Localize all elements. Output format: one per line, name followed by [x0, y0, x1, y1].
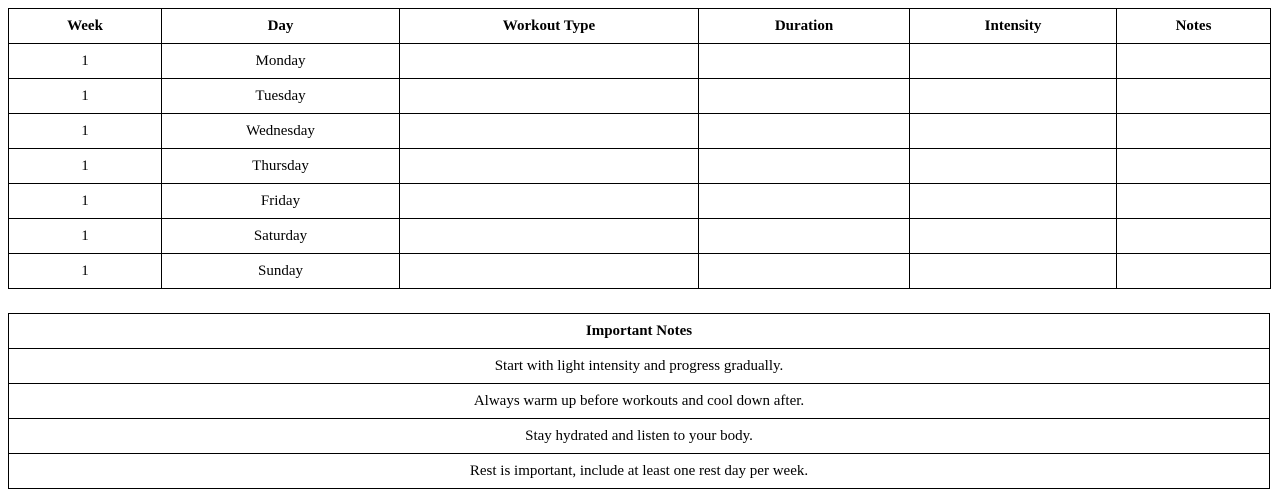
header-week: Week — [9, 9, 162, 44]
important-notes-title: Important Notes — [9, 314, 1270, 349]
table-row — [9, 114, 1271, 149]
table-row — [9, 184, 1271, 219]
header-intensity: Intensity — [910, 9, 1117, 44]
important-notes-table — [8, 313, 1270, 489]
workout-type-cell[interactable] — [400, 219, 699, 254]
notes-cell[interactable] — [1117, 114, 1271, 149]
intensity-cell[interactable] — [910, 184, 1117, 219]
day-cell: Wednesday — [162, 114, 400, 149]
week-cell: 1 — [9, 79, 162, 114]
notes-cell[interactable] — [1117, 149, 1271, 184]
duration-cell[interactable] — [699, 219, 910, 254]
intensity-cell[interactable] — [910, 219, 1117, 254]
note-item: Rest is important, include at least one rest day per week. — [9, 454, 1270, 489]
intensity-cell[interactable] — [910, 79, 1117, 114]
intensity-cell[interactable] — [910, 149, 1117, 184]
duration-cell[interactable] — [699, 44, 910, 79]
workout-type-cell[interactable] — [400, 79, 699, 114]
notes-header-row — [9, 314, 1270, 349]
note-row — [9, 419, 1270, 454]
table-row — [9, 44, 1271, 79]
notes-cell[interactable] — [1117, 219, 1271, 254]
notes-cell[interactable] — [1117, 254, 1271, 289]
note-row — [9, 349, 1270, 384]
note-item: Always warm up before workouts and cool down after. — [9, 384, 1270, 419]
week-cell: 1 — [9, 219, 162, 254]
week-cell: 1 — [9, 114, 162, 149]
duration-cell[interactable] — [699, 254, 910, 289]
week-cell: 1 — [9, 254, 162, 289]
table-header-row — [9, 9, 1271, 44]
week-cell: 1 — [9, 149, 162, 184]
note-row — [9, 384, 1270, 419]
header-day: Day — [162, 9, 400, 44]
header-workout-type: Workout Type — [400, 9, 699, 44]
notes-cell[interactable] — [1117, 44, 1271, 79]
header-notes: Notes — [1117, 9, 1271, 44]
day-cell: Thursday — [162, 149, 400, 184]
day-cell: Sunday — [162, 254, 400, 289]
workout-type-cell[interactable] — [400, 114, 699, 149]
day-cell: Saturday — [162, 219, 400, 254]
duration-cell[interactable] — [699, 184, 910, 219]
table-row — [9, 79, 1271, 114]
workout-type-cell[interactable] — [400, 44, 699, 79]
table-row — [9, 254, 1271, 289]
intensity-cell[interactable] — [910, 44, 1117, 79]
duration-cell[interactable] — [699, 149, 910, 184]
week-cell: 1 — [9, 44, 162, 79]
notes-cell[interactable] — [1117, 184, 1271, 219]
notes-cell[interactable] — [1117, 79, 1271, 114]
header-duration: Duration — [699, 9, 910, 44]
table-row — [9, 219, 1271, 254]
duration-cell[interactable] — [699, 114, 910, 149]
note-item: Stay hydrated and listen to your body. — [9, 419, 1270, 454]
intensity-cell[interactable] — [910, 254, 1117, 289]
workout-type-cell[interactable] — [400, 149, 699, 184]
workout-type-cell[interactable] — [400, 254, 699, 289]
workout-schedule-table — [8, 8, 1271, 289]
day-cell: Friday — [162, 184, 400, 219]
table-row — [9, 149, 1271, 184]
day-cell: Tuesday — [162, 79, 400, 114]
note-item: Start with light intensity and progress gradually. — [9, 349, 1270, 384]
note-row — [9, 454, 1270, 489]
day-cell: Monday — [162, 44, 400, 79]
workout-type-cell[interactable] — [400, 184, 699, 219]
duration-cell[interactable] — [699, 79, 910, 114]
intensity-cell[interactable] — [910, 114, 1117, 149]
week-cell: 1 — [9, 184, 162, 219]
